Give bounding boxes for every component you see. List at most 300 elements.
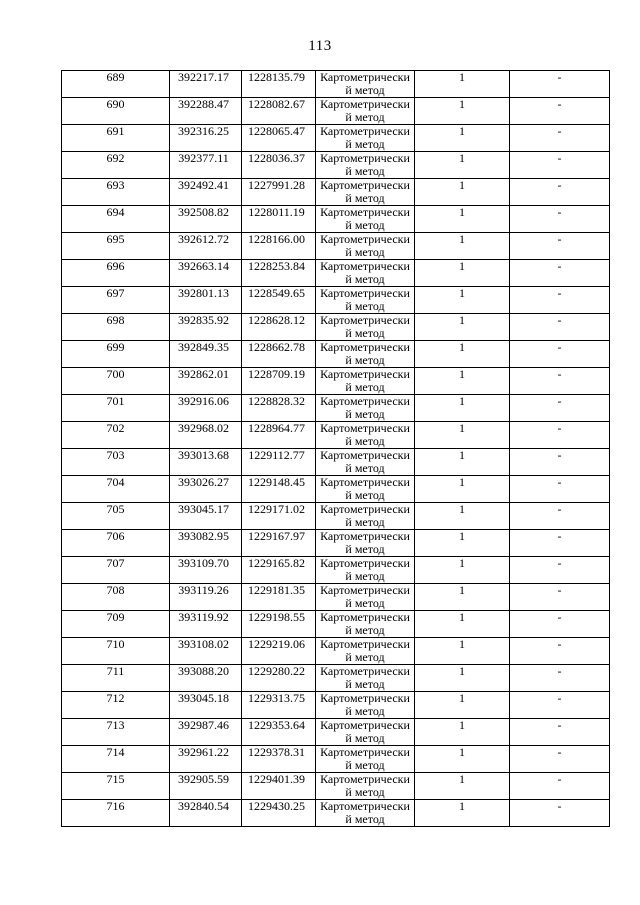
table-row (62, 71, 610, 98)
x-coordinate-cell (170, 395, 242, 422)
x-coordinate: 392612.72 (178, 232, 229, 246)
x-coordinate: 392288.47 (178, 97, 229, 111)
point-number-cell: 707 (62, 557, 170, 584)
y-coordinate-cell (242, 692, 316, 719)
precision-cell: 1 (415, 314, 510, 341)
table-row (62, 692, 610, 719)
note-cell: - (510, 638, 610, 665)
x-coordinate: 393013.68 (178, 448, 229, 462)
method-line-2: й метод (345, 677, 385, 691)
method-line-1: Картометрически (320, 70, 410, 84)
method-line-1: Картометрически (320, 421, 410, 435)
precision-cell: 1 (415, 638, 510, 665)
y-coordinate-cell (242, 557, 316, 584)
note-cell: - (510, 719, 610, 746)
note-cell: - (510, 287, 610, 314)
note-cell: - (510, 746, 610, 773)
table-row (62, 773, 610, 800)
method-line-2: й метод (345, 758, 385, 772)
y-coordinate-cell (242, 449, 316, 476)
x-coordinate: 393045.18 (178, 691, 229, 705)
method-cell (316, 341, 415, 368)
point-number-cell: 716 (62, 800, 170, 827)
table-row (62, 206, 610, 233)
y-coordinate-cell (242, 206, 316, 233)
note-cell: - (510, 800, 610, 827)
note-cell: - (510, 98, 610, 125)
precision-cell: 1 (415, 179, 510, 206)
y-coordinate-cell (242, 503, 316, 530)
method-line-1: Картометрически (320, 178, 410, 192)
method-cell (316, 422, 415, 449)
method-line-1: Картометрически (320, 502, 410, 516)
method-line-1: Картометрически (320, 232, 410, 246)
y-coordinate-cell (242, 530, 316, 557)
point-number-cell: 701 (62, 395, 170, 422)
method-cell (316, 260, 415, 287)
method-line-2: й метод (345, 353, 385, 367)
table-row (62, 341, 610, 368)
y-coordinate-cell (242, 341, 316, 368)
table-row (62, 665, 610, 692)
x-coordinate: 393119.26 (178, 583, 229, 597)
table-row (62, 395, 610, 422)
x-coordinate-cell (170, 692, 242, 719)
note-cell: - (510, 557, 610, 584)
y-coordinate: 1228065.47 (248, 124, 305, 138)
precision-cell: 1 (415, 557, 510, 584)
method-cell (316, 206, 415, 233)
method-line-2: й метод (345, 623, 385, 637)
method-line-2: й метод (345, 785, 385, 799)
point-number-cell: 710 (62, 638, 170, 665)
method-cell (316, 611, 415, 638)
method-line-2: й метод (345, 110, 385, 124)
point-number-cell: 711 (62, 665, 170, 692)
precision-cell: 1 (415, 260, 510, 287)
x-coordinate-cell (170, 530, 242, 557)
y-coordinate: 1228709.19 (248, 367, 305, 381)
method-line-1: Картометрически (320, 97, 410, 111)
point-number-cell: 715 (62, 773, 170, 800)
method-line-1: Картометрически (320, 529, 410, 543)
table-row (62, 422, 610, 449)
y-coordinate-cell (242, 719, 316, 746)
note-cell: - (510, 179, 610, 206)
x-coordinate-cell (170, 638, 242, 665)
method-line-1: Картометрически (320, 313, 410, 327)
x-coordinate-cell (170, 341, 242, 368)
note-cell: - (510, 260, 610, 287)
x-coordinate: 392316.25 (178, 124, 229, 138)
table-row (62, 179, 610, 206)
precision-cell: 1 (415, 800, 510, 827)
point-number-cell: 691 (62, 125, 170, 152)
method-cell (316, 638, 415, 665)
method-line-2: й метод (345, 83, 385, 97)
method-cell (316, 449, 415, 476)
method-cell (316, 557, 415, 584)
coordinates-table (61, 70, 610, 827)
x-coordinate: 392217.17 (178, 70, 229, 84)
y-coordinate-cell (242, 665, 316, 692)
note-cell: - (510, 665, 610, 692)
x-coordinate: 393088.20 (178, 664, 229, 678)
method-line-2: й метод (345, 299, 385, 313)
x-coordinate-cell (170, 125, 242, 152)
table-row (62, 746, 610, 773)
coordinates-table-body (62, 71, 610, 827)
y-coordinate: 1229313.75 (248, 691, 305, 705)
y-coordinate-cell (242, 638, 316, 665)
y-coordinate: 1228082.67 (248, 97, 305, 111)
point-number-cell: 704 (62, 476, 170, 503)
x-coordinate: 392377.11 (178, 151, 229, 165)
point-number-cell: 695 (62, 233, 170, 260)
method-line-1: Картометрически (320, 664, 410, 678)
method-cell (316, 476, 415, 503)
x-coordinate: 392961.22 (178, 745, 229, 759)
method-line-1: Картометрически (320, 448, 410, 462)
precision-cell: 1 (415, 395, 510, 422)
precision-cell: 1 (415, 152, 510, 179)
y-coordinate-cell (242, 260, 316, 287)
point-number-cell: 690 (62, 98, 170, 125)
point-number-cell: 713 (62, 719, 170, 746)
point-number-cell: 708 (62, 584, 170, 611)
y-coordinate: 1229148.45 (248, 475, 305, 489)
table-row (62, 368, 610, 395)
point-number-cell: 697 (62, 287, 170, 314)
y-coordinate: 1229280.22 (248, 664, 305, 678)
precision-cell: 1 (415, 98, 510, 125)
x-coordinate: 393119.92 (178, 610, 229, 624)
precision-cell: 1 (415, 530, 510, 557)
method-line-2: й метод (345, 488, 385, 502)
y-coordinate: 1228036.37 (248, 151, 305, 165)
method-cell (316, 719, 415, 746)
y-coordinate-cell (242, 476, 316, 503)
method-line-2: й метод (345, 461, 385, 475)
note-cell: - (510, 395, 610, 422)
point-number-cell: 712 (62, 692, 170, 719)
x-coordinate-cell (170, 746, 242, 773)
table-row (62, 638, 610, 665)
method-cell (316, 692, 415, 719)
method-cell (316, 665, 415, 692)
note-cell: - (510, 314, 610, 341)
point-number-cell: 714 (62, 746, 170, 773)
precision-cell: 1 (415, 422, 510, 449)
x-coordinate-cell (170, 503, 242, 530)
y-coordinate: 1228964.77 (248, 421, 305, 435)
x-coordinate-cell (170, 314, 242, 341)
method-line-2: й метод (345, 569, 385, 583)
y-coordinate: 1229401.39 (248, 772, 305, 786)
table-row (62, 260, 610, 287)
point-number-cell: 693 (62, 179, 170, 206)
method-line-1: Картометрически (320, 475, 410, 489)
table-row (62, 98, 610, 125)
method-line-1: Картометрически (320, 691, 410, 705)
y-coordinate: 1229378.31 (248, 745, 305, 759)
y-coordinate: 1228662.78 (248, 340, 305, 354)
table-row (62, 314, 610, 341)
x-coordinate: 393026.27 (178, 475, 229, 489)
x-coordinate-cell (170, 665, 242, 692)
x-coordinate-cell (170, 98, 242, 125)
precision-cell: 1 (415, 341, 510, 368)
y-coordinate: 1229219.06 (248, 637, 305, 651)
method-line-2: й метод (345, 137, 385, 151)
x-coordinate-cell (170, 611, 242, 638)
table-row (62, 125, 610, 152)
note-cell: - (510, 530, 610, 557)
method-line-2: й метод (345, 272, 385, 286)
precision-cell: 1 (415, 773, 510, 800)
precision-cell: 1 (415, 233, 510, 260)
y-coordinate: 1229171.02 (248, 502, 305, 516)
x-coordinate: 392916.06 (178, 394, 229, 408)
y-coordinate: 1229165.82 (248, 556, 305, 570)
method-line-2: й метод (345, 542, 385, 556)
method-line-1: Картометрически (320, 151, 410, 165)
y-coordinate-cell (242, 746, 316, 773)
method-line-2: й метод (345, 596, 385, 610)
x-coordinate: 392835.92 (178, 313, 229, 327)
x-coordinate-cell (170, 449, 242, 476)
point-number-cell: 694 (62, 206, 170, 233)
method-line-2: й метод (345, 407, 385, 421)
method-cell (316, 368, 415, 395)
y-coordinate-cell (242, 395, 316, 422)
note-cell: - (510, 152, 610, 179)
y-coordinate: 1228166.00 (248, 232, 305, 246)
precision-cell: 1 (415, 611, 510, 638)
x-coordinate-cell (170, 179, 242, 206)
point-number-cell: 705 (62, 503, 170, 530)
y-coordinate-cell (242, 71, 316, 98)
point-number-cell: 698 (62, 314, 170, 341)
note-cell: - (510, 476, 610, 503)
method-cell (316, 233, 415, 260)
point-number-cell: 709 (62, 611, 170, 638)
y-coordinate: 1228549.65 (248, 286, 305, 300)
x-coordinate-cell (170, 260, 242, 287)
y-coordinate-cell (242, 233, 316, 260)
y-coordinate-cell (242, 584, 316, 611)
y-coordinate: 1229112.77 (248, 448, 305, 462)
method-line-1: Картометрически (320, 124, 410, 138)
method-line-2: й метод (345, 218, 385, 232)
point-number-cell: 689 (62, 71, 170, 98)
precision-cell: 1 (415, 584, 510, 611)
note-cell: - (510, 692, 610, 719)
table-row (62, 800, 610, 827)
method-line-2: й метод (345, 434, 385, 448)
precision-cell: 1 (415, 719, 510, 746)
note-cell: - (510, 449, 610, 476)
x-coordinate-cell (170, 476, 242, 503)
note-cell: - (510, 71, 610, 98)
y-coordinate: 1229167.97 (248, 529, 305, 543)
x-coordinate-cell (170, 719, 242, 746)
method-line-2: й метод (345, 245, 385, 259)
y-coordinate: 1227991.28 (248, 178, 305, 192)
note-cell: - (510, 341, 610, 368)
y-coordinate: 1228828.32 (248, 394, 305, 408)
method-line-1: Картометрически (320, 259, 410, 273)
x-coordinate: 392968.02 (178, 421, 229, 435)
y-coordinate-cell (242, 773, 316, 800)
precision-cell: 1 (415, 503, 510, 530)
note-cell: - (510, 206, 610, 233)
x-coordinate: 393082.95 (178, 529, 229, 543)
x-coordinate-cell (170, 206, 242, 233)
precision-cell: 1 (415, 692, 510, 719)
y-coordinate: 1228011.19 (248, 205, 305, 219)
method-cell (316, 179, 415, 206)
method-line-2: й метод (345, 704, 385, 718)
note-cell: - (510, 503, 610, 530)
x-coordinate: 393109.70 (178, 556, 229, 570)
method-line-1: Картометрически (320, 205, 410, 219)
method-cell (316, 71, 415, 98)
method-line-2: й метод (345, 326, 385, 340)
table-row (62, 287, 610, 314)
page-number: 113 (308, 38, 332, 54)
x-coordinate: 392801.13 (178, 286, 229, 300)
note-cell: - (510, 368, 610, 395)
method-cell (316, 125, 415, 152)
x-coordinate-cell (170, 557, 242, 584)
method-line-1: Картометрически (320, 367, 410, 381)
method-cell (316, 395, 415, 422)
table-row (62, 557, 610, 584)
point-number-cell: 703 (62, 449, 170, 476)
x-coordinate-cell (170, 584, 242, 611)
table-row (62, 503, 610, 530)
x-coordinate: 392862.01 (178, 367, 229, 381)
table-row (62, 611, 610, 638)
y-coordinate-cell (242, 368, 316, 395)
method-line-1: Картометрически (320, 637, 410, 651)
point-number-cell: 702 (62, 422, 170, 449)
y-coordinate: 1229430.25 (248, 799, 305, 813)
method-cell (316, 584, 415, 611)
precision-cell: 1 (415, 368, 510, 395)
x-coordinate: 392849.35 (178, 340, 229, 354)
x-coordinate-cell (170, 287, 242, 314)
precision-cell: 1 (415, 746, 510, 773)
method-line-1: Картометрически (320, 583, 410, 597)
point-number-cell: 699 (62, 341, 170, 368)
x-coordinate-cell (170, 422, 242, 449)
point-number-cell: 700 (62, 368, 170, 395)
precision-cell: 1 (415, 449, 510, 476)
x-coordinate: 392905.59 (178, 772, 229, 786)
y-coordinate: 1228253.84 (248, 259, 305, 273)
method-cell (316, 503, 415, 530)
method-cell (316, 152, 415, 179)
note-cell: - (510, 611, 610, 638)
method-line-2: й метод (345, 380, 385, 394)
method-line-1: Картометрически (320, 772, 410, 786)
x-coordinate: 392987.46 (178, 718, 229, 732)
method-cell (316, 800, 415, 827)
y-coordinate: 1228135.79 (248, 70, 305, 84)
method-line-1: Картометрически (320, 745, 410, 759)
y-coordinate-cell (242, 98, 316, 125)
note-cell: - (510, 125, 610, 152)
x-coordinate: 392663.14 (178, 259, 229, 273)
precision-cell: 1 (415, 206, 510, 233)
method-line-2: й метод (345, 731, 385, 745)
x-coordinate-cell (170, 368, 242, 395)
x-coordinate-cell (170, 152, 242, 179)
y-coordinate: 1229198.55 (248, 610, 305, 624)
x-coordinate: 392508.82 (178, 205, 229, 219)
x-coordinate-cell (170, 233, 242, 260)
x-coordinate: 393108.02 (178, 637, 229, 651)
table-row (62, 476, 610, 503)
method-cell (316, 773, 415, 800)
method-line-2: й метод (345, 164, 385, 178)
table-row (62, 449, 610, 476)
method-cell (316, 287, 415, 314)
point-number-cell: 706 (62, 530, 170, 557)
y-coordinate-cell (242, 800, 316, 827)
precision-cell: 1 (415, 71, 510, 98)
y-coordinate: 1229181.35 (248, 583, 305, 597)
y-coordinate-cell (242, 314, 316, 341)
y-coordinate: 1229353.64 (248, 718, 305, 732)
method-line-1: Картометрически (320, 286, 410, 300)
y-coordinate-cell (242, 287, 316, 314)
method-line-1: Картометрически (320, 340, 410, 354)
y-coordinate-cell (242, 179, 316, 206)
y-coordinate-cell (242, 422, 316, 449)
method-line-2: й метод (345, 515, 385, 529)
point-number-cell: 696 (62, 260, 170, 287)
y-coordinate-cell (242, 152, 316, 179)
precision-cell: 1 (415, 665, 510, 692)
y-coordinate-cell (242, 125, 316, 152)
y-coordinate: 1228628.12 (248, 313, 305, 327)
note-cell: - (510, 233, 610, 260)
method-line-2: й метод (345, 191, 385, 205)
precision-cell: 1 (415, 476, 510, 503)
x-coordinate: 392492.41 (178, 178, 229, 192)
table-row (62, 584, 610, 611)
method-line-1: Картометрически (320, 394, 410, 408)
note-cell: - (510, 584, 610, 611)
method-line-1: Картометрически (320, 610, 410, 624)
x-coordinate-cell (170, 71, 242, 98)
method-cell (316, 746, 415, 773)
precision-cell: 1 (415, 287, 510, 314)
x-coordinate-cell (170, 800, 242, 827)
precision-cell: 1 (415, 125, 510, 152)
note-cell: - (510, 773, 610, 800)
x-coordinate: 392840.54 (178, 799, 229, 813)
y-coordinate-cell (242, 611, 316, 638)
note-cell: - (510, 422, 610, 449)
method-line-1: Картометрически (320, 718, 410, 732)
method-cell (316, 98, 415, 125)
point-number-cell: 692 (62, 152, 170, 179)
x-coordinate-cell (170, 773, 242, 800)
